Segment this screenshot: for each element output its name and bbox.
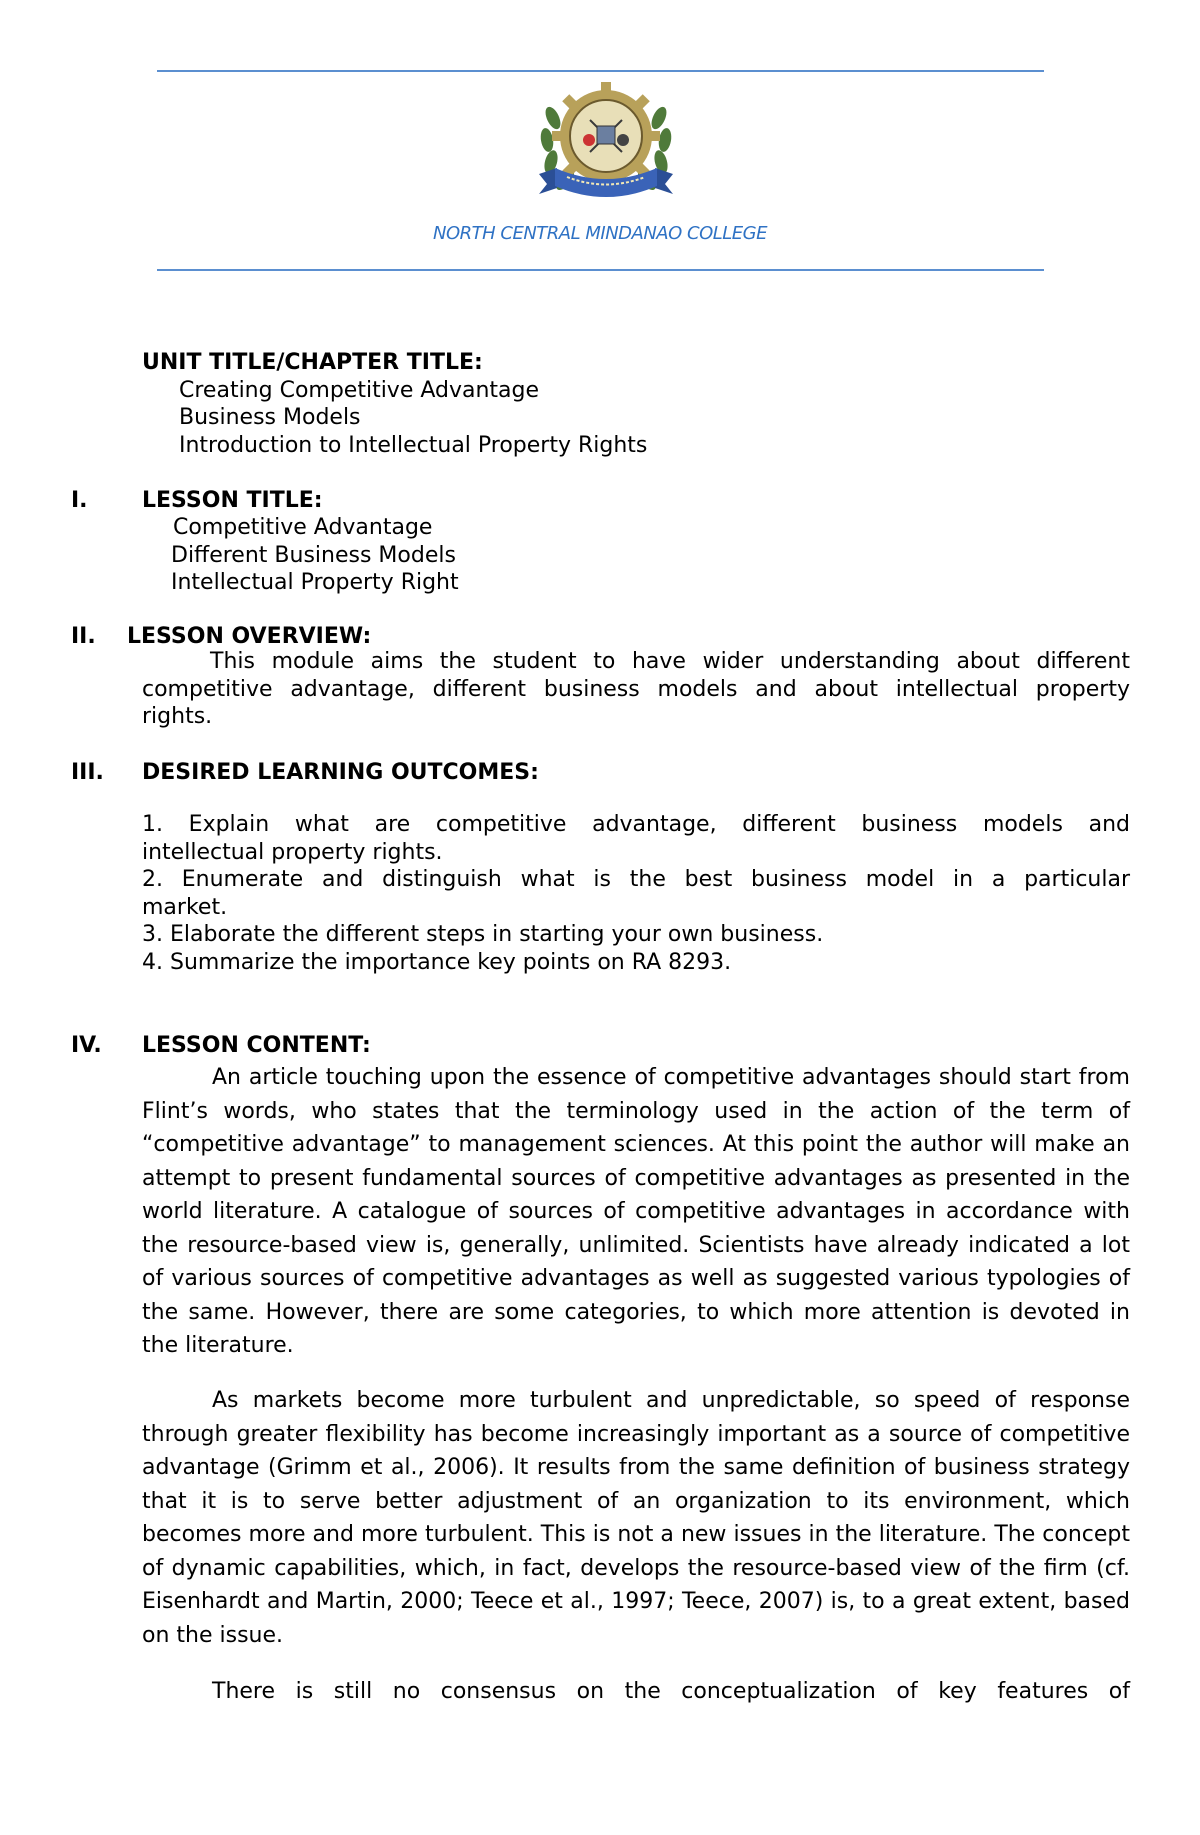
- content-paragraph: [142, 1061, 1130, 1363]
- learning-outcomes-list: [142, 811, 1130, 976]
- header-top-rule: [157, 70, 1044, 72]
- overview-line: This module aims the student to have wider understanding about different: [210, 649, 1130, 674]
- outcome-line: 1. Explain what are competitive advantage, different business models and: [142, 812, 1130, 837]
- lesson-title-heading: LESSON TITLE:: [142, 488, 323, 513]
- outcome-line: market.: [142, 894, 228, 920]
- content-paragraph-text: An article touching upon the essence of competitive advantages should start from Flint’s words, who states that the terminology used in the action of the term of “competitive advantage” to management sciences. At this point the author will make an attempt to present fundamental sources of competitive advantages as presented in the world literature. A catalogue of sources of competitive advantages in accordance with the resource-based view is, generally, unlimited. Scientists have already indicated a lot of various sources of competitive advantages as well as suggested various typologies of the same. However, there are some categories, to which more attention is devoted in the literature.: [142, 1065, 1130, 1358]
- unit-title-heading: UNIT TITLE/CHAPTER TITLE:: [142, 350, 483, 375]
- outcome-line: 2. Enumerate and distinguish what is the best business model in a particular: [142, 867, 1130, 892]
- overview-line: competitive advantage, different business models and about intellectual property: [142, 676, 1130, 702]
- lesson-title-item: Competitive Advantage: [173, 515, 433, 540]
- section-numeral: III.: [71, 760, 104, 785]
- lesson-overview-text: [142, 648, 1130, 731]
- outcome-line: 4. Summarize the importance key points on RA 8293.: [142, 949, 732, 975]
- college-seal-logo-icon: [535, 78, 677, 208]
- content-paragraph: [142, 1384, 1130, 1652]
- unit-item: Creating Competitive Advantage: [179, 378, 540, 403]
- section-numeral: I.: [71, 488, 88, 513]
- header-bottom-rule: [157, 269, 1044, 271]
- unit-item: Introduction to Intellectual Property Rights: [179, 433, 648, 458]
- section-numeral: IV.: [71, 1033, 102, 1058]
- outcome-line: 3. Elaborate the different steps in starting your own business.: [142, 922, 824, 947]
- outcome-line: intellectual property rights.: [142, 839, 443, 865]
- unit-item: Business Models: [179, 405, 361, 430]
- section-numeral: II.: [71, 624, 96, 649]
- content-paragraph-text: There is still no consensus on the conceptualization of key features of: [212, 1679, 1130, 1704]
- overview-line: rights.: [142, 704, 213, 729]
- college-name: NORTH CENTRAL MINDANAO COLLEGE: [433, 223, 767, 244]
- content-paragraph-text: As markets become more turbulent and unpredictable, so speed of response through greater flexibility has become increasingly important as a source of competitive advantage (Grimm et al., 2006). It results from the same definition of business strategy that it is to serve better adjustment of an organization to its environment, which becomes more and more turbulent. This is not a new issues in the literature. The concept of dynamic capabilities, which, in fact, develops the resource-based view of the firm (cf. Eisenhardt and Martin, 2000; Teece et al., 1997; Teece, 2007) is, to a great extent, based on the issue.: [142, 1388, 1130, 1648]
- lesson-overview-heading: LESSON OVERVIEW:: [127, 624, 372, 649]
- learning-outcomes-heading: DESIRED LEARNING OUTCOMES:: [142, 760, 539, 785]
- content-paragraph: [142, 1675, 1130, 1709]
- lesson-title-item: Different Business Models: [171, 543, 456, 568]
- lesson-content-heading: LESSON CONTENT:: [142, 1033, 371, 1058]
- lesson-title-item: Intellectual Property Right: [171, 570, 459, 595]
